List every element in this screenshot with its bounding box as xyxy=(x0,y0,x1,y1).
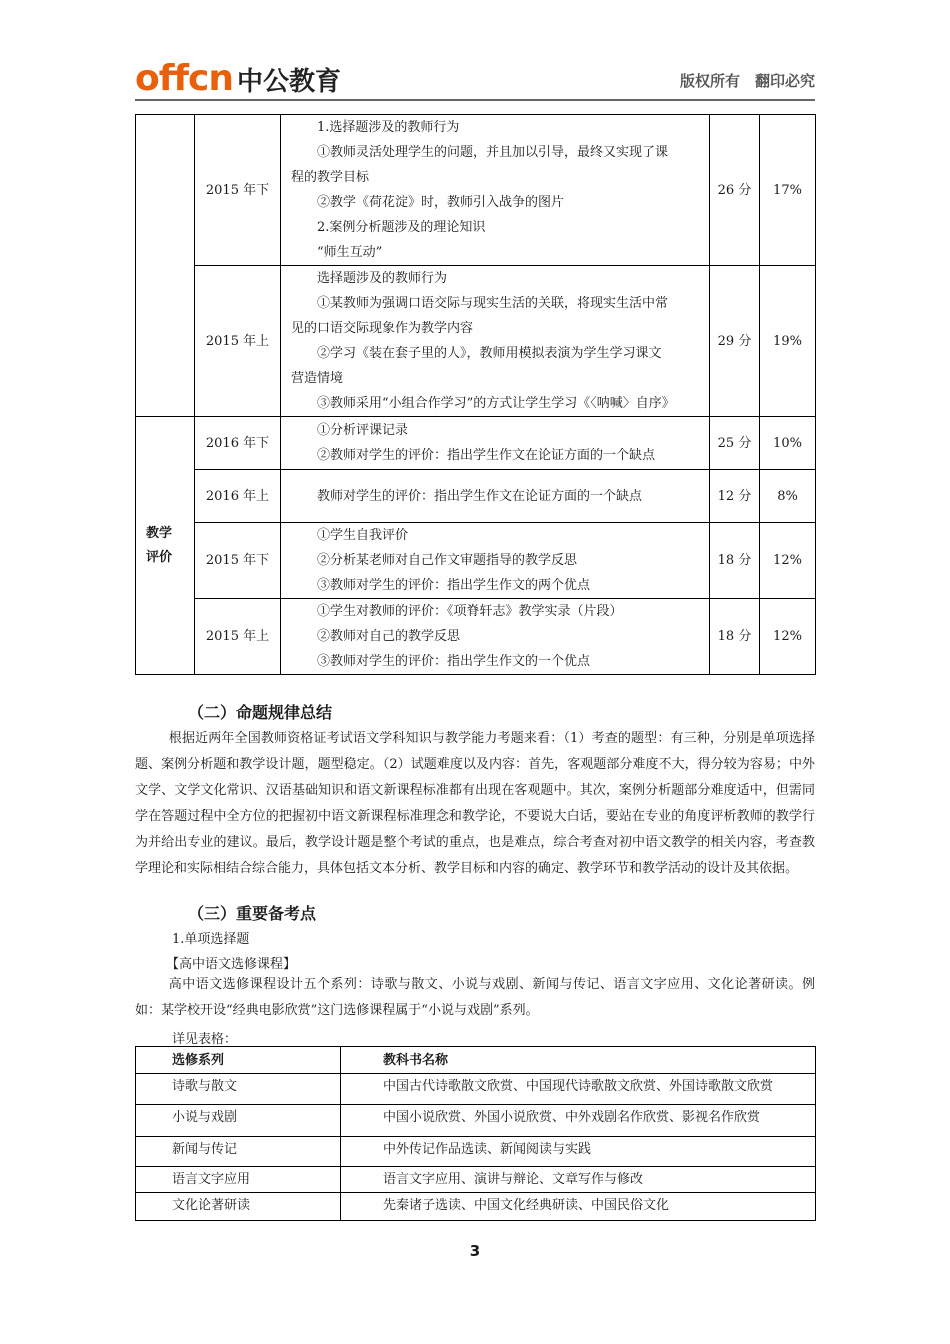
content-cell xyxy=(281,470,710,523)
table-row xyxy=(136,1193,816,1221)
logo-chinese-text: 中公教育 xyxy=(237,67,342,97)
table-row xyxy=(136,523,816,599)
series-cell: 小说与戏剧 xyxy=(136,1105,341,1137)
score-cell: 18 分 xyxy=(710,523,760,599)
content-cell xyxy=(281,266,710,417)
category-label-line: 教学 xyxy=(146,525,173,541)
score-cell: 26 分 xyxy=(710,115,760,266)
textbook-cell: 先秦诸子选读、中国文化经典研读、中国民俗文化 xyxy=(341,1193,816,1221)
content-cell xyxy=(281,523,710,599)
content-line: ③教师采用“小组合作学习”的方式让学生学习《〈呐喊〉自序》 xyxy=(317,396,675,411)
category-cell-teaching-evaluation xyxy=(136,417,195,675)
series-cell: 诗歌与散文 xyxy=(136,1074,341,1105)
content-line: 选择题涉及的教师行为 xyxy=(317,271,448,286)
content-line: ①某教师为强调口语交际与现实生活的关联，将现实生活中常 xyxy=(317,296,669,311)
page-header xyxy=(135,58,815,98)
logo-latin-text: offcn xyxy=(135,58,234,99)
page-number: 3 xyxy=(469,1242,481,1260)
content-line: ①教师灵活处理学生的问题，并且加以引导，最终又实现了课 xyxy=(317,145,669,160)
percent-cell: 12% xyxy=(760,599,816,675)
score-cell: 29 分 xyxy=(710,266,760,417)
table-row xyxy=(136,417,816,470)
table-header-row xyxy=(136,1047,816,1074)
table-row xyxy=(136,1105,816,1137)
content-line: 1.选择题涉及的教师行为 xyxy=(317,120,460,135)
table-row xyxy=(136,1167,816,1193)
table-row xyxy=(136,1074,816,1105)
year-cell: 2015 年上 xyxy=(195,599,281,675)
content-line: ①分析评课记录 xyxy=(317,423,409,438)
exam-analysis-table xyxy=(135,114,816,675)
year-cell: 2016 年上 xyxy=(195,470,281,523)
year-cell: 2016 年下 xyxy=(195,417,281,470)
series-cell: 文化论著研读 xyxy=(136,1193,341,1221)
column-header: 教科书名称 xyxy=(341,1047,816,1074)
content-cell xyxy=(281,417,710,470)
column-header: 选修系列 xyxy=(136,1047,341,1074)
elective-course-table xyxy=(135,1046,816,1221)
bracket-title-elective-courses: 【高中语文选修课程】 xyxy=(166,957,297,972)
item-single-choice: 1.单项选择题 xyxy=(172,932,250,947)
content-cell xyxy=(281,115,710,266)
content-line: 教师对学生的评价：指出学生作文在论证方面的一个缺点 xyxy=(317,488,643,504)
series-cell: 新闻与传记 xyxy=(136,1137,341,1167)
copyright-notice: 版权所有 翻印必究 xyxy=(679,72,815,90)
content-line: ③教师对学生的评价：指出学生作文的一个优点 xyxy=(317,654,591,669)
category-label-line: 评价 xyxy=(146,549,173,565)
content-line: ①学生对教师的评价：《项脊轩志》教学实录（片段） xyxy=(317,604,623,619)
content-line: 2.案例分析题涉及的理论知识 xyxy=(317,220,486,235)
offcn-logo xyxy=(135,58,341,99)
section-heading-key-points: （三）重要备考点 xyxy=(188,904,317,923)
year-cell: 2015 年上 xyxy=(195,266,281,417)
content-cell xyxy=(281,599,710,675)
content-line: ②教学《荷花淀》时，教师引入战争的图片 xyxy=(317,195,565,210)
content-line: 营造情境 xyxy=(291,371,344,386)
score-cell: 18 分 xyxy=(710,599,760,675)
percent-cell: 19% xyxy=(760,266,816,417)
content-line: 见的口语交际现象作为教学内容 xyxy=(291,321,474,336)
year-cell: 2015 年下 xyxy=(195,115,281,266)
table-row xyxy=(136,115,816,266)
category-cell-continued xyxy=(136,115,195,417)
table-row xyxy=(136,266,816,417)
detail-label: 详见表格： xyxy=(172,1032,238,1047)
table-row xyxy=(136,470,816,523)
score-cell: 12 分 xyxy=(710,470,760,523)
series-cell: 语言文字应用 xyxy=(136,1167,341,1193)
content-line: ①学生自我评价 xyxy=(317,528,409,543)
content-line: 程的教学目标 xyxy=(291,170,370,185)
content-line: “师生互动” xyxy=(317,245,383,260)
year-cell: 2015 年下 xyxy=(195,523,281,599)
textbook-cell: 中国小说欣赏、外国小说欣赏、中外戏剧名作欣赏、影视名作欣赏 xyxy=(341,1105,816,1137)
header-divider xyxy=(135,99,815,101)
score-cell: 25 分 xyxy=(710,417,760,470)
exam-patterns-paragraph: 根据近两年全国教师资格证考试语文学科知识与教学能力考题来看：（1）考查的题型：有三种，分别是单项选择题、案例分析题和教学设计题，题型稳定。（2）试题难度以及内容：首先，客观题部分难度不大，得分较为容易；中外文学、文学文化常识、汉语基础知识和语文新课程标准都有出现在客观题中。其次，案例分析题部分难度适中，但需同学在答题过程中全方位的把握初中语文新课程标准理念和教学论，不要说大白话，要站在专业的角度评析教师的教学行为并给出专业的建议。最后，教学设计题是整个考试的重点，也是难点，综合考查对初中语文教学的相关内容，考查教学理论和实际相结合综合能力，具体包括文本分析、教学目标和内容的确定、教学环节和教学活动的设计及其依据。 xyxy=(135,731,815,876)
textbook-cell: 语言文字应用、演讲与辩论、文章写作与修改 xyxy=(341,1167,816,1193)
percent-cell: 17% xyxy=(760,115,816,266)
content-line: ②教师对自己的教学反思 xyxy=(317,629,461,644)
table-row xyxy=(136,1137,816,1167)
percent-cell: 10% xyxy=(760,417,816,470)
section-heading-exam-patterns: （二）命题规律总结 xyxy=(188,703,333,722)
percent-cell: 8% xyxy=(760,470,816,523)
textbook-cell: 中国古代诗歌散文欣赏、中国现代诗歌散文欣赏、外国诗歌散文欣赏 xyxy=(341,1074,816,1105)
textbook-cell: 中外传记作品选读、新闻阅读与实践 xyxy=(341,1137,816,1167)
content-line: ③教师对学生的评价：指出学生作文的两个优点 xyxy=(317,578,591,593)
percent-cell: 12% xyxy=(760,523,816,599)
content-line: ②学习《装在套子里的人》，教师用模拟表演为学生学习课文 xyxy=(317,346,662,361)
elective-courses-paragraph: 高中语文选修课程设计五个系列：诗歌与散文、小说与戏剧、新闻与传记、语言文字应用、文化论著研读。例如：某学校开设“经典电影欣赏”这门选修课程属于“小说与戏剧”系列。 xyxy=(135,977,815,1018)
content-line: ②分析某老师对自己作文审题指导的教学反思 xyxy=(317,553,578,568)
content-line: ②教师对学生的评价：指出学生作文在论证方面的一个缺点 xyxy=(317,448,656,463)
table-row xyxy=(136,599,816,675)
